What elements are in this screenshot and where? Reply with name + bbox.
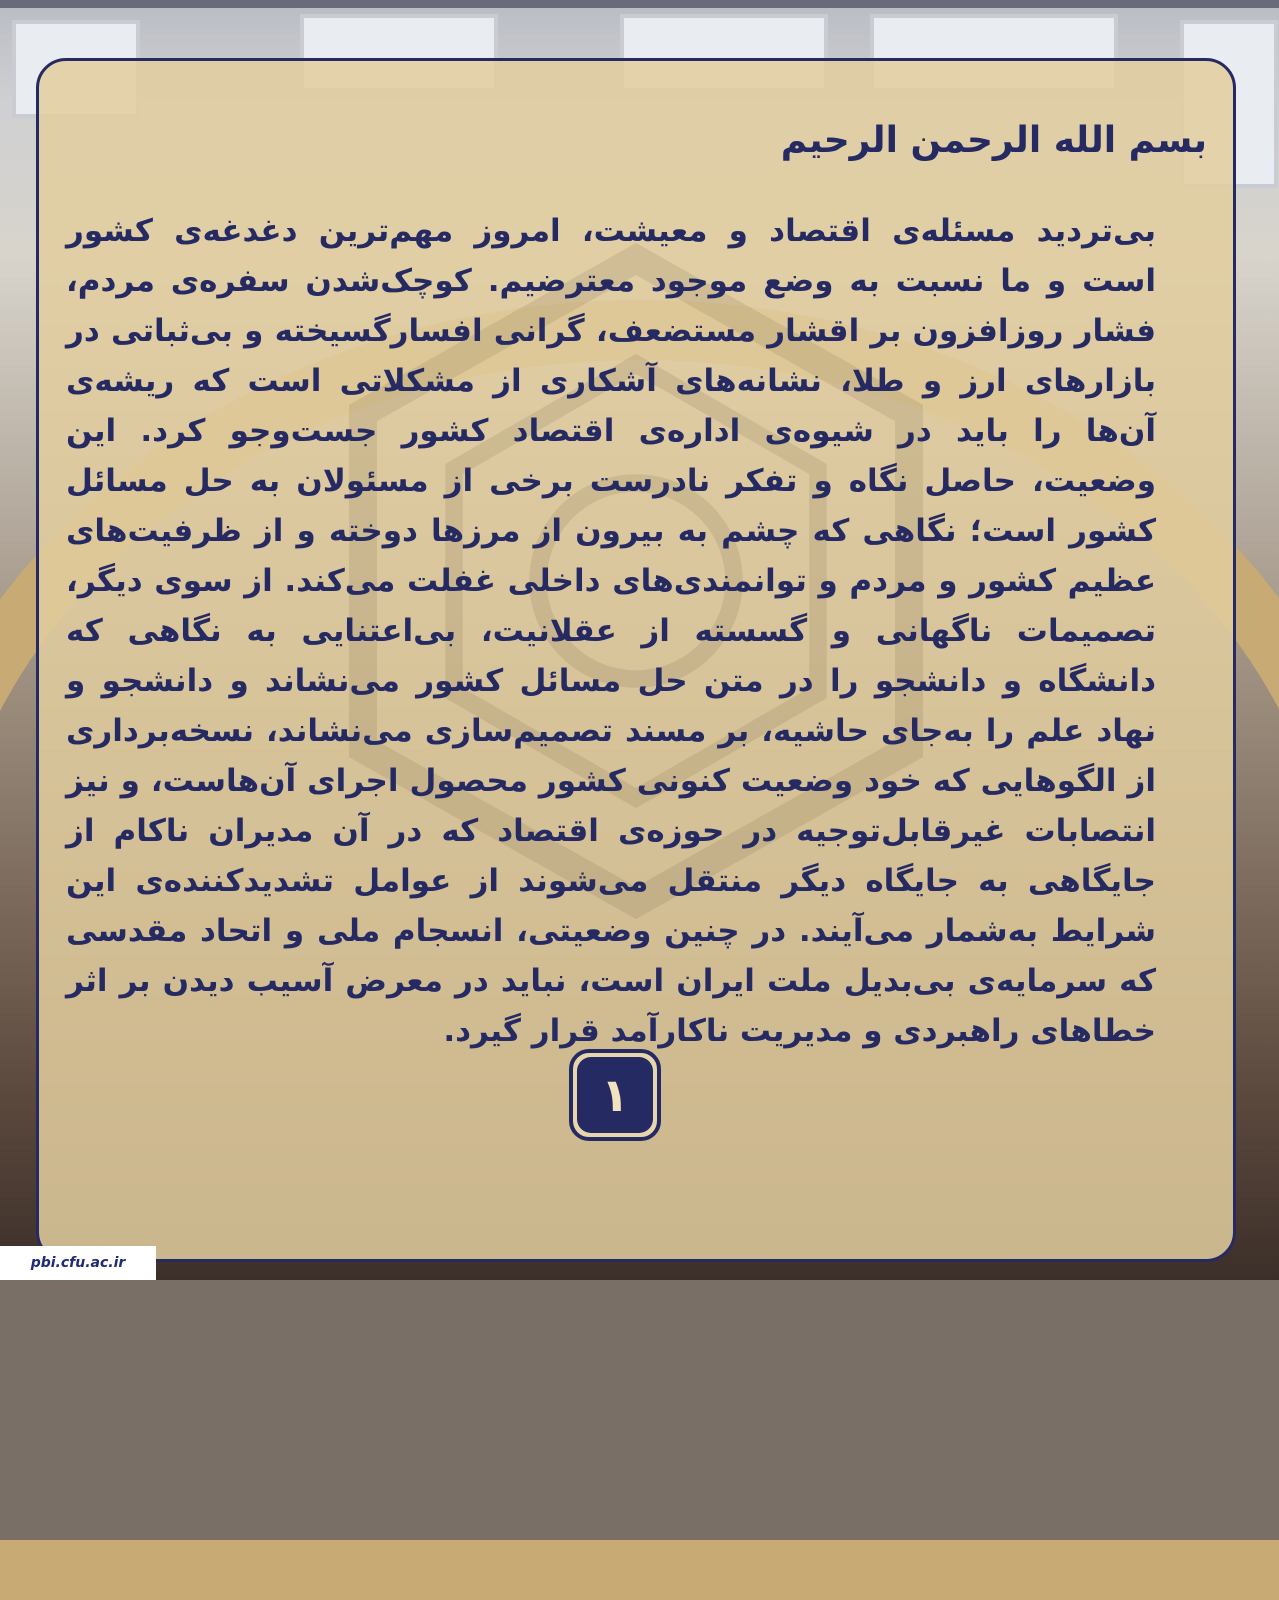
page-number-badge bbox=[569, 1049, 661, 1141]
source-logo: pbi.cfu.ac.ir bbox=[0, 1246, 156, 1280]
statement-paragraph: بی‌تردید مسئله‌ی اقتصاد و معیشت، امروز مهم‌ترین دغدغه‌ی کشور است و ما نسبت به وضع موجود معترضیم. کوچک‌شدن سفره‌ی مردم، فشار روزافزون بر اقشار مستضعف، گرانی افسارگسیخته و بی‌ثباتی در بازارهای ارز و طلا، نشانه‌های آشکاری از مشکلاتی است که ریشه‌ی آن‌ها را باید در شیوه‌ی اداره‌ی اقتصاد کشور جست‌وجو کرد. این وضعیت، حاصل نگاه و تفکر نادرست برخی از مسئولان به حل مسائل کشور است؛ نگاهی که چشم به بیرون از مرزها دوخته و از ظرفیت‌های عظیم کشور و مردم و توانمندی‌های داخلی غفلت می‌کند. از سوی دیگر، تصمیمات ناگهانی و گسسته از عقلانیت، بی‌اعتنایی به نگاهی که دانشگاه و دانشجو را در متن حل مسائل کشور می‌نشاند و دانشجو و نهاد علم را به‌جای حاشیه، بر مسند تصمیم‌سازی می‌نشاند، نسخه‌برداری از الگوهایی که خود وضعیت کنونی کشور محصول اجرای آن‌هاست، و نیز انتصابات غیرقابل‌توجیه در حوزه‌ی اقتصاد که در آن مدیران ناکام از جایگاهی به جایگاه دیگر منتقل می‌شوند از عوامل تشدیدکننده‌ی این شرایط به‌شمار می‌آیند. در چنین وضعیتی، انسجام ملی و اتحاد مقدسی که سرمایه‌ی بی‌بدیل ملت ایران است، نباید در معرض آسیب دیدن بر اثر خطاهای راهبردی و مدیریت ناکارآمد قرار گیرد. bbox=[66, 213, 1156, 1049]
page-title: بسم الله الرحمن الرحیم bbox=[780, 120, 1207, 161]
page-number: ۱ bbox=[577, 1057, 653, 1133]
